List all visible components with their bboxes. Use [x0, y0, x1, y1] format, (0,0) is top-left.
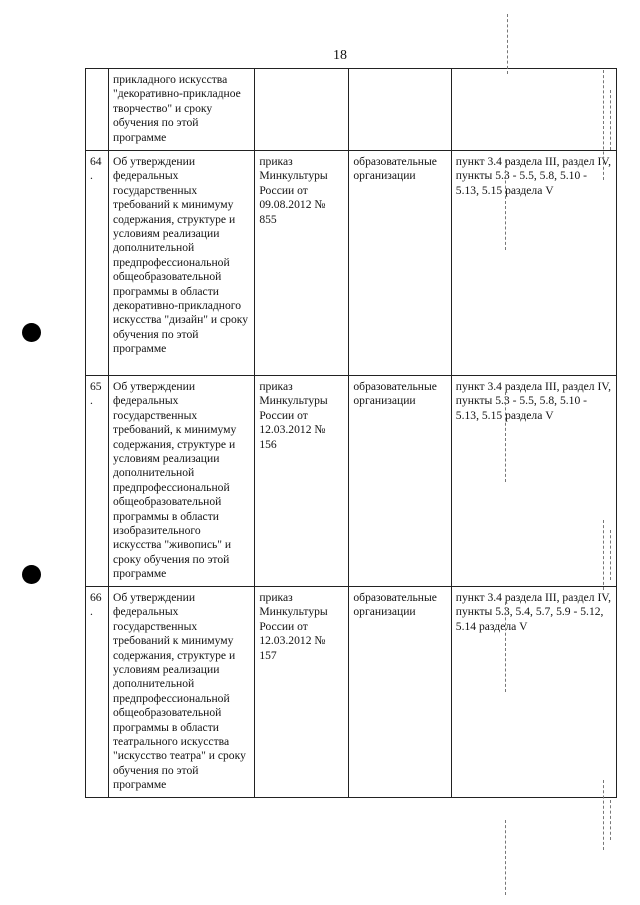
row-act-cell: приказ Минкультуры России от 12.03.2012 № 157	[255, 587, 349, 798]
row-clauses-cell: пункт 3.4 раздела III, раздел IV, пункты 5.3 - 5.5, 5.8, 5.10 - 5.13, 5.15 раздела V	[451, 151, 616, 376]
table-row	[86, 587, 617, 798]
scan-artifact-line	[505, 160, 506, 250]
regulations-table	[85, 68, 617, 798]
row-clauses-cell: пункт 3.4 раздела III, раздел IV, пункты 5.3 - 5.5, 5.8, 5.10 - 5.13, 5.15 раздела V	[451, 376, 616, 587]
page-number: 18	[333, 48, 347, 63]
scan-artifact-line	[505, 820, 506, 895]
scan-artifact-line	[505, 602, 506, 692]
table-row-continued	[86, 69, 617, 151]
binder-hole	[22, 565, 41, 584]
row-clauses-cell	[451, 69, 616, 151]
row-subjects-cell: образовательные организации	[349, 151, 451, 376]
scan-artifact-line	[603, 520, 604, 590]
table-row	[86, 376, 617, 587]
row-subjects-cell: образовательные организации	[349, 376, 451, 587]
scan-artifact-line	[507, 14, 508, 74]
scan-artifact-line	[610, 90, 611, 150]
scan-artifact-line	[505, 392, 506, 482]
row-title-cell: прикладного искусства "декоративно-прикладное творчество" и сроку обучения по этой программе	[108, 69, 254, 151]
row-act-cell: приказ Минкультуры России от 12.03.2012 № 156	[255, 376, 349, 587]
row-title-cell: Об утверждении федеральных государственных требований, к минимуму содержания, структуре и условиям реализации дополнительной предпрофессиональной общеобразовательной программы в области изобразительного искусства "живопись" и сроку обучения по этой программе	[108, 376, 254, 587]
scan-artifact-line	[610, 800, 611, 840]
row-number-cell: 66.	[86, 587, 109, 798]
row-number-cell: 64.	[86, 151, 109, 376]
row-subjects-cell	[349, 69, 451, 151]
scan-artifact-line	[610, 530, 611, 580]
row-title-cell: Об утверждении федеральных государственных требований к минимуму содержания, структуре и условиям реализации дополнительной предпрофессиональной общеобразовательной программы в области декоративно-прикладного искусства "дизайн" и сроку обучения по этой программе	[108, 151, 254, 376]
binder-hole	[22, 323, 41, 342]
row-clauses-cell: пункт 3.4 раздела III, раздел IV, пункты 5.3, 5.4, 5.7, 5.9 - 5.12, 5.14 раздела V	[451, 587, 616, 798]
scan-artifact-line	[603, 70, 604, 180]
row-subjects-cell: образовательные организации	[349, 587, 451, 798]
row-act-cell	[255, 69, 349, 151]
table-row	[86, 151, 617, 376]
scan-artifact-line	[603, 780, 604, 850]
row-act-cell: приказ Минкультуры России от 09.08.2012 № 855	[255, 151, 349, 376]
row-title-cell: Об утверждении федеральных государственных требований к минимуму содержания, структуре и условиям реализации дополнительной предпрофессиональной общеобразовательной программы в области театрального искусства "искусство театра" и сроку обучения по этой программе	[108, 587, 254, 798]
row-number-cell: 65.	[86, 376, 109, 587]
row-number-cell	[86, 69, 109, 151]
